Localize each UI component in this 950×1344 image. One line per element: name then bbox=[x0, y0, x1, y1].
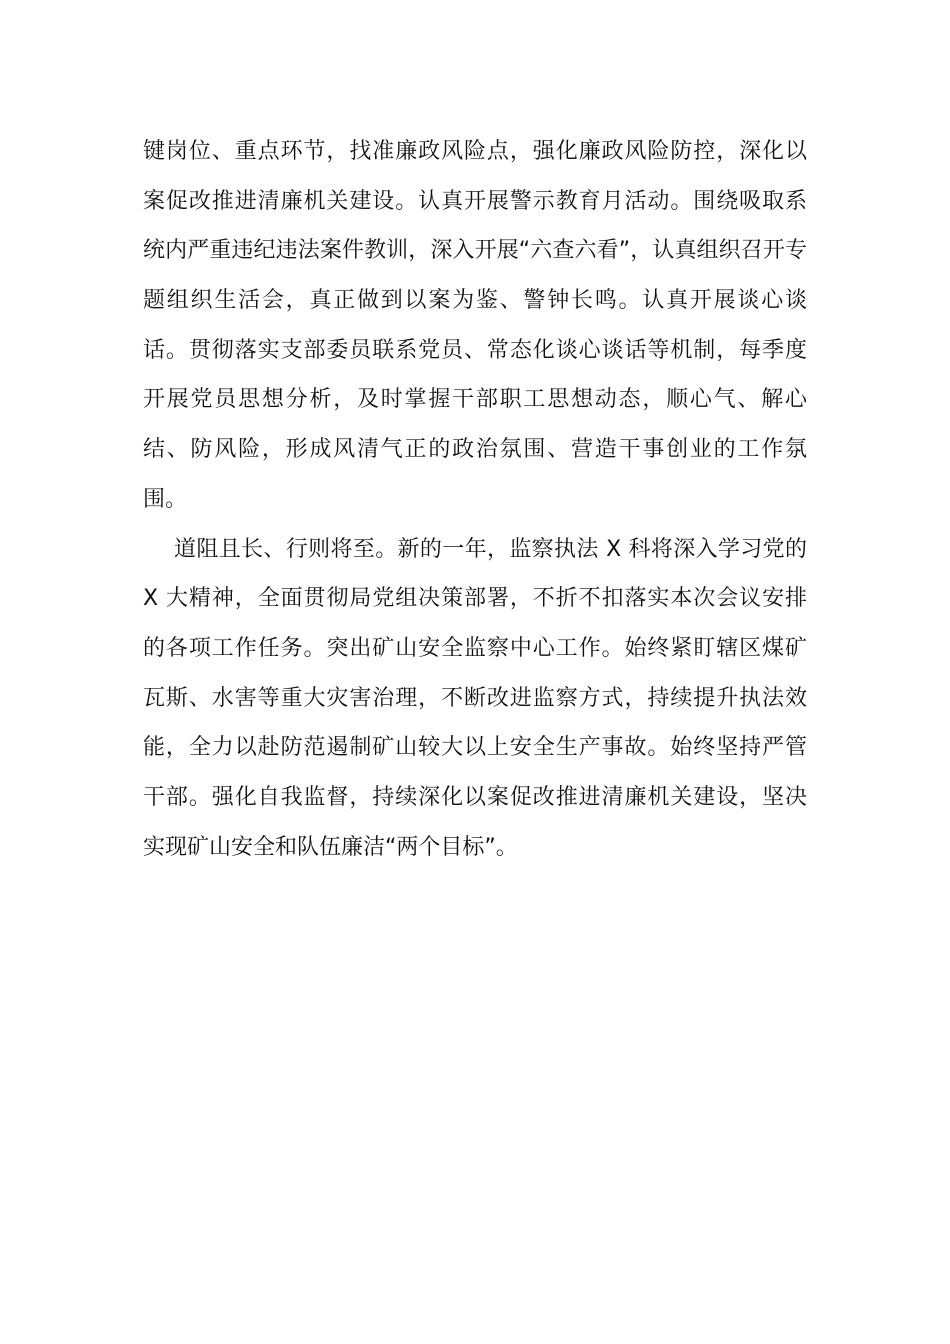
paragraph-line: 能，全力以赴防范遏制矿山较大以上安全生产事故。始终坚持严管 bbox=[143, 735, 807, 761]
paragraph-1 bbox=[143, 127, 807, 525]
paragraph-line: 实现矿山安全和队伍廉洁“两个目标”。 bbox=[143, 834, 518, 860]
paragraph-line: 道阻且长、行则将至。新的一年，监察执法 X 科将深入学习党的 bbox=[174, 536, 807, 562]
paragraph-line: 开展党员思想分析，及时掌握干部职工思想动态，顺心气、解心 bbox=[143, 387, 807, 413]
paragraph-line: 瓦斯、水害等重大灾害治理，不断改进监察方式，持续提升执法效 bbox=[143, 685, 807, 711]
paragraph-line: X 大精神，全面贯彻局党组决策部署，不折不扣落实本次会议安排 bbox=[143, 586, 807, 612]
paragraph-line: 统内严重违纪违法案件教训，深入开展“六查六看”，认真组织召开专 bbox=[143, 238, 807, 264]
paragraph-line: 题组织生活会，真正做到以案为鉴、警钟长鸣。认真开展谈心谈 bbox=[143, 288, 807, 314]
paragraph-line: 话。贯彻落实支部委员联系党员、常态化谈心谈话等机制，每季度 bbox=[143, 337, 807, 363]
paragraph-line: 案促改推进清廉机关建设。认真开展警示教育月活动。围绕吸取系 bbox=[143, 188, 807, 214]
paragraph-line: 的各项工作任务。突出矿山安全监察中心工作。始终紧盯辖区煤矿 bbox=[143, 635, 807, 661]
paragraph-line: 结、防风险，形成风清气正的政治氛围、营造干事创业的工作氛 bbox=[143, 437, 807, 463]
paragraph-line: 围。 bbox=[143, 486, 188, 512]
paragraph-line: 键岗位、重点环节，找准廉政风险点，强化廉政风险防控，深化以 bbox=[143, 139, 807, 164]
document-body bbox=[143, 127, 807, 872]
paragraph-2 bbox=[143, 525, 807, 873]
paragraph-line: 干部。强化自我监督，持续深化以案促改推进清廉机关建设，坚决 bbox=[143, 784, 807, 810]
